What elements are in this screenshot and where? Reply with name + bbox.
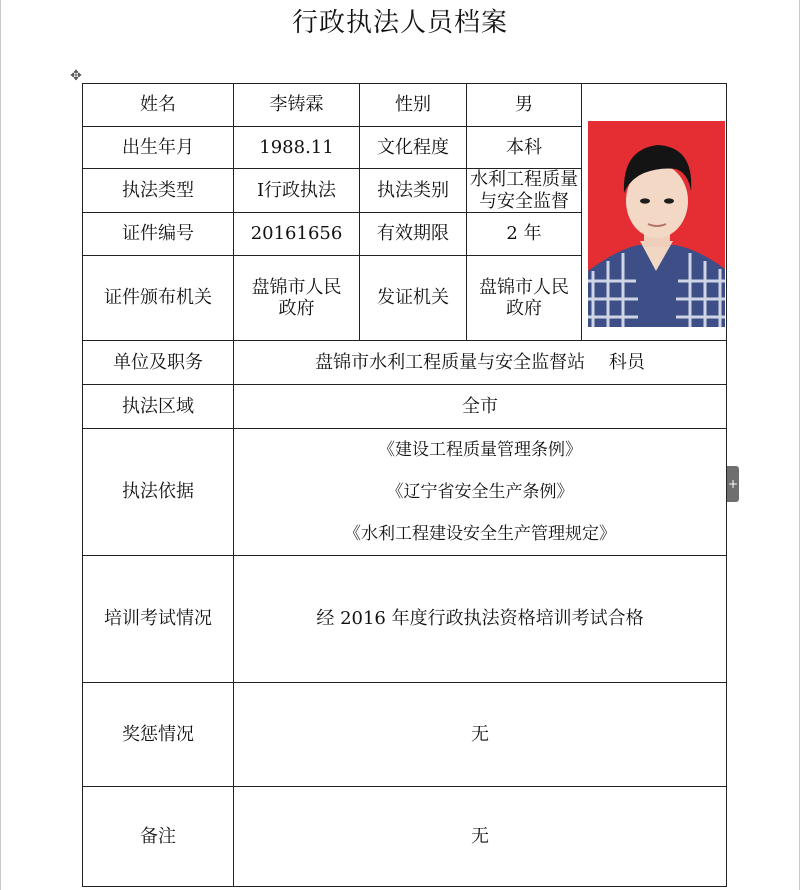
issuer-line2: 政府 [506, 298, 542, 320]
cert-number-label: 证件编号 [83, 213, 234, 256]
basis-item: 《辽宁省安全生产条例》 [386, 482, 574, 503]
remarks-value[interactable]: 无 [234, 787, 727, 887]
add-column-icon[interactable]: + [727, 466, 739, 502]
basis-value[interactable] [234, 429, 727, 556]
training-value[interactable]: 经 2016 年度行政执法资格培训考试合格 [234, 556, 727, 683]
enforcement-category-line2: 与安全监督 [479, 190, 569, 212]
enforcement-category-label: 执法类别 [360, 169, 467, 213]
cert-number-value[interactable]: 20161656 [234, 213, 360, 256]
area-value[interactable]: 全市 [234, 385, 727, 429]
area-label: 执法区域 [83, 385, 234, 429]
unit-value[interactable]: 盘锦市水利工程质量与安全监督站 科员 [234, 341, 727, 385]
enforcement-type-value[interactable]: Ⅰ行政执法 [234, 169, 360, 213]
archive-table [82, 83, 727, 887]
basis-item: 《水利工程建设安全生产管理规定》 [344, 524, 616, 545]
birth-value[interactable]: 1988.11 [234, 127, 360, 169]
birth-label: 出生年月 [83, 127, 234, 169]
education-value[interactable]: 本科 [467, 127, 582, 169]
basis-label: 执法依据 [83, 429, 234, 556]
unit-label: 单位及职务 [83, 341, 234, 385]
cert-authority-label: 证件颁布机关 [83, 256, 234, 341]
name-label: 姓名 [83, 84, 234, 127]
basis-item: 《建设工程质量管理条例》 [378, 440, 582, 461]
cert-authority-value[interactable] [234, 256, 360, 341]
remarks-label: 备注 [83, 787, 234, 887]
issuer-line1: 盘锦市人民 [479, 276, 569, 298]
photo-cell [582, 84, 727, 341]
gender-label: 性别 [360, 84, 467, 127]
issuer-value[interactable] [467, 256, 582, 341]
cert-authority-line2: 政府 [278, 298, 315, 320]
enforcement-type-label: 执法类型 [83, 169, 234, 213]
gender-value[interactable]: 男 [467, 84, 582, 127]
rewards-label: 奖惩情况 [83, 683, 234, 787]
page-edge-left [0, 0, 1, 890]
enforcement-category-value[interactable] [467, 169, 582, 213]
move-icon[interactable]: ✥ [70, 68, 82, 84]
issuer-label: 发证机关 [360, 256, 467, 341]
enforcement-category-line1: 水利工程质量 [470, 169, 578, 190]
education-label: 文化程度 [360, 127, 467, 169]
training-label: 培训考试情况 [83, 556, 234, 683]
validity-label: 有效期限 [360, 213, 467, 256]
person-photo-icon [588, 121, 725, 327]
rewards-value[interactable]: 无 [234, 683, 727, 787]
name-value[interactable]: 李铸霖 [234, 84, 360, 127]
validity-value[interactable]: 2 年 [467, 213, 582, 256]
page-title: 行政执法人员档案 [291, 8, 508, 38]
cert-authority-line1: 盘锦市人民 [251, 276, 342, 298]
